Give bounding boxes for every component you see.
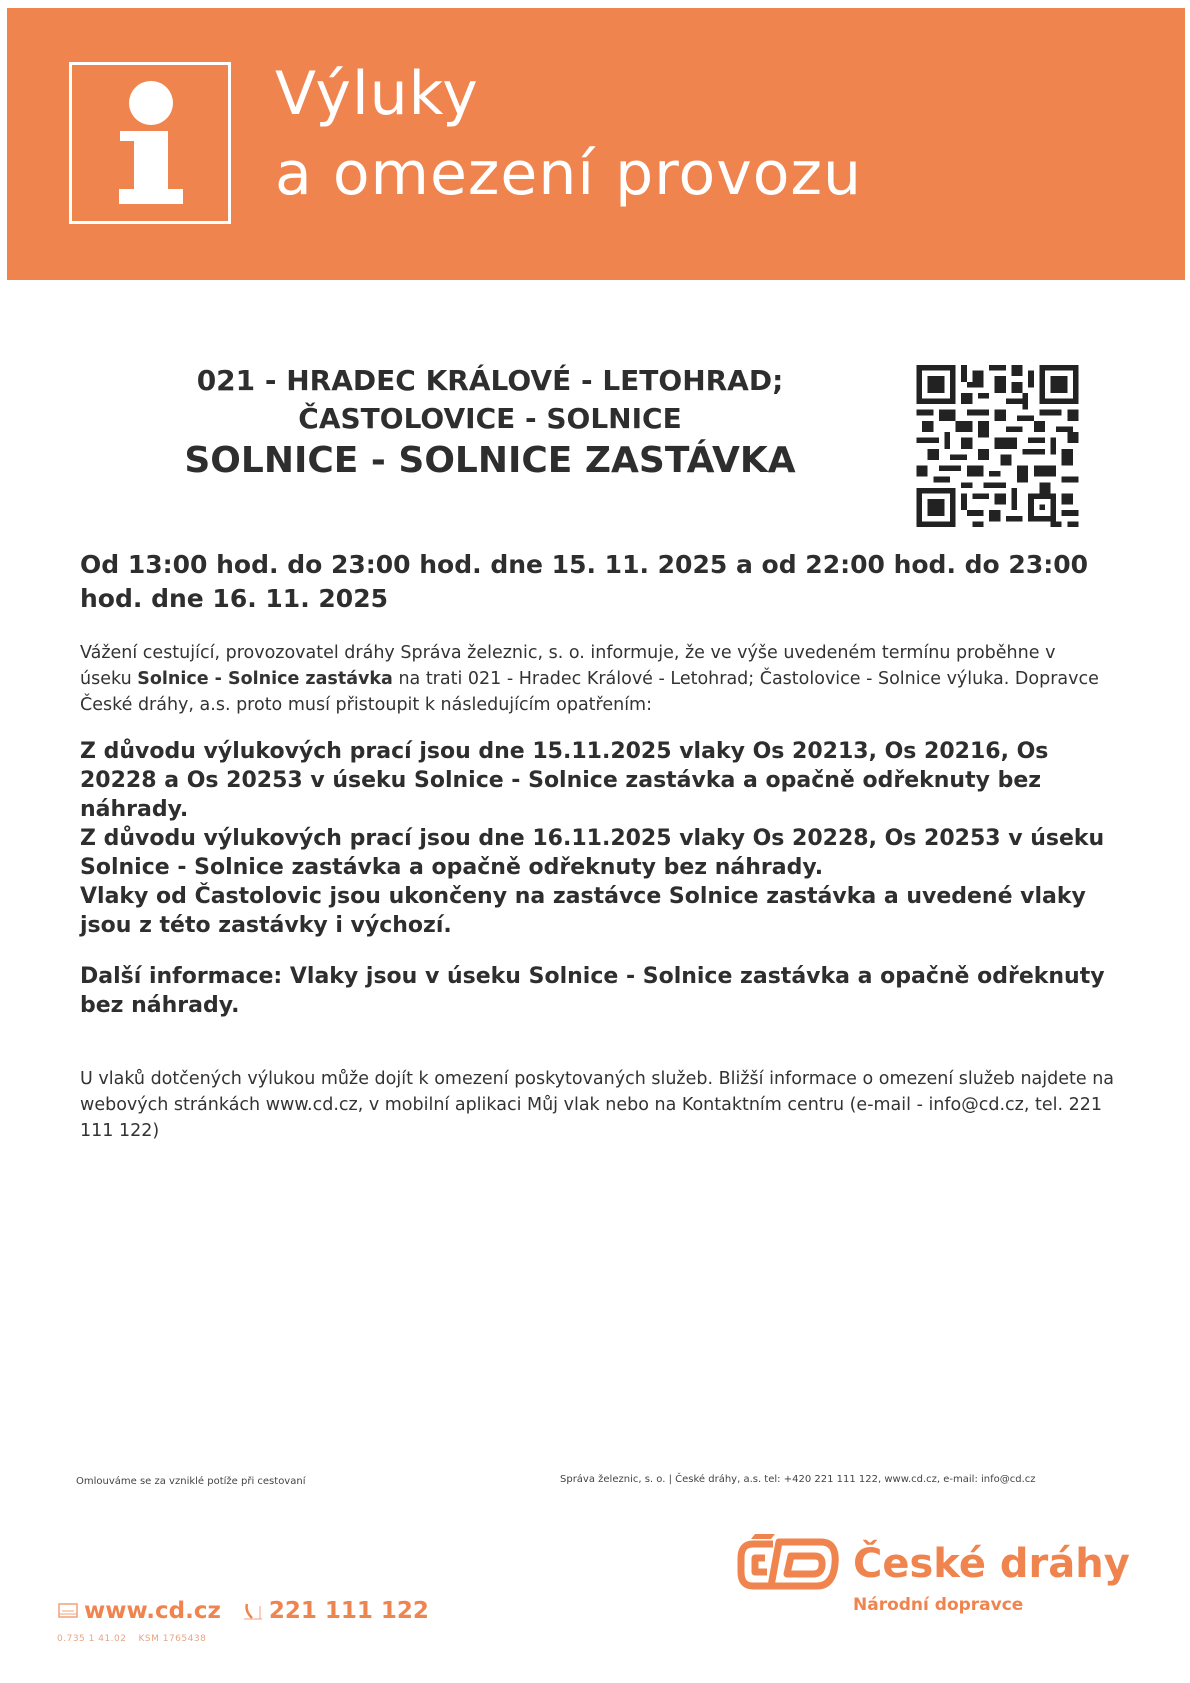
measure-item: Z důvodu výlukových prací jsou dne 16.11.2025 vlaky Os 20228, Os 20253 v úseku Solnice - Solnice zastávka a opačně odřeknuty bez náhrady. bbox=[80, 826, 1105, 880]
page-title bbox=[275, 54, 862, 214]
route-line-2: ČASTOLOVICE - SOLNICE bbox=[298, 402, 682, 435]
apology-text: Omlouváme se za vzniklé potíže při cestovaní bbox=[76, 1476, 306, 1487]
ksm-code: KSM 1765438 bbox=[138, 1634, 207, 1644]
header-banner bbox=[7, 8, 1185, 280]
closure-dates: Od 13:00 hod. do 23:00 hod. dne 15. 11. 2025 a od 22:00 hod. do 23:00 hod. dne 16. 11. 2025 bbox=[80, 550, 1088, 613]
route-heading bbox=[130, 362, 850, 484]
website-link[interactable]: www.cd.cz bbox=[84, 1598, 221, 1624]
brand-tagline: Národní dopravce bbox=[853, 1595, 1024, 1615]
qr-code-icon[interactable] bbox=[915, 365, 1080, 527]
title-line-2: a omezení provozu bbox=[275, 139, 862, 209]
intro-text-1: Vážení cestující, provozovatel dráhy Správa železnic, s. o. informuje, že ve výše uvedeném termínu proběhne v úseku bbox=[80, 643, 1056, 689]
title-line-1: Výluky bbox=[275, 59, 479, 129]
web-icon bbox=[58, 1602, 78, 1620]
measure-item: Z důvodu výlukových prací jsou dne 15.11.2025 vlaky Os 20213, Os 20216, Os 20228 a Os 20253 v úseku Solnice - Solnice zastávka a opačně odřeknuty bez náhrady. bbox=[80, 739, 1049, 822]
route-line-1: 021 - HRADEC KRÁLOVÉ - LETOHRAD; bbox=[196, 364, 784, 397]
route-section: SOLNICE - SOLNICE ZASTÁVKA bbox=[184, 440, 796, 481]
phone-number[interactable]: 221 111 122 bbox=[268, 1598, 429, 1624]
phone-icon bbox=[243, 1602, 263, 1620]
further-info: Další informace: Vlaky jsou v úseku Solnice - Solnice zastávka a opačně odřeknuty bez náhrady. bbox=[80, 964, 1105, 1018]
services-note: U vlaků dotčených výlukou může dojít k omezení poskytovaných služeb. Bližší informace o omezení služeb najdete na webových stránkách www.cd.cz, v mobilní aplikaci Můj vlak nebo na Kontaktním centru (e-mail - info@cd.cz, tel. 221 111 122) bbox=[80, 1069, 1115, 1141]
document-codes bbox=[57, 1634, 206, 1644]
info-icon bbox=[69, 62, 231, 224]
cd-logo-icon bbox=[735, 1532, 845, 1596]
intro-text-2: na trati 021 - Hradec Králové - Letohrad; Častolovice - Solnice výluka. Dopravce České dráhy, a.s. proto musí přistoupit k následujícím opatřením: bbox=[80, 669, 1099, 715]
measure-item: Vlaky od Častolovic jsou ukončeny na zastávce Solnice zastávka a uvedené vlaky jsou z této zastávky i výchozí. bbox=[80, 884, 1086, 938]
footer-contacts: Správa železnic, s. o. | České dráhy, a.s. tel: +420 221 111 122, www.cd.cz, e-mail: info@cd.cz bbox=[560, 1474, 1036, 1485]
intro-paragraph bbox=[80, 640, 1110, 718]
intro-section-bold: Solnice - Solnice zastávka bbox=[137, 669, 393, 689]
contact-bar bbox=[58, 1594, 429, 1628]
print-code: 0.735 1 41.02 bbox=[57, 1634, 127, 1644]
brand-name: České dráhy bbox=[853, 1541, 1130, 1587]
measures-list bbox=[80, 737, 1110, 940]
